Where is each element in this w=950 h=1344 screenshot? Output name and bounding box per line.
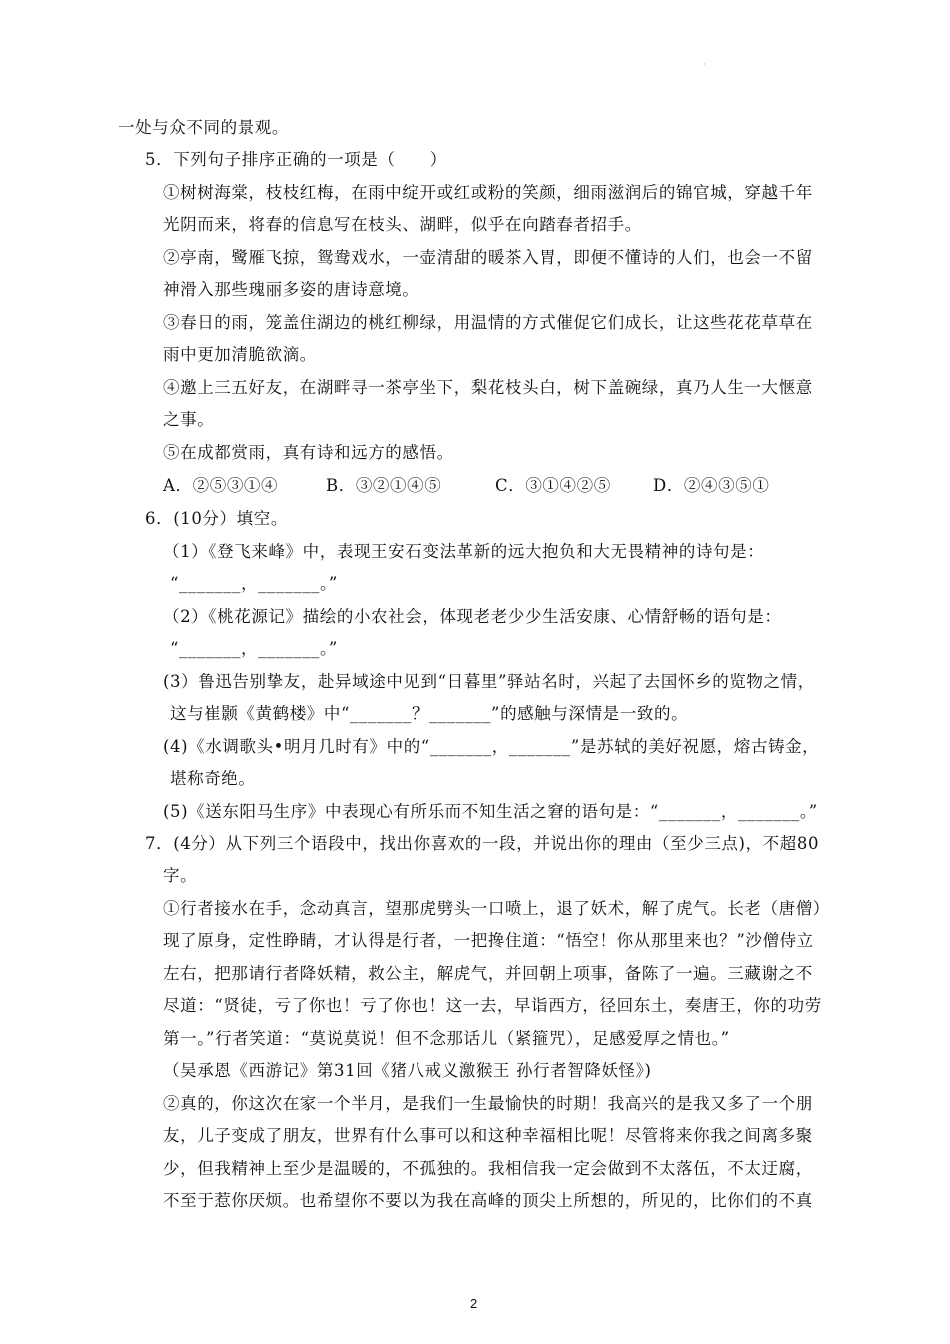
q6-part4-tail: 堪称奇绝。 (170, 769, 256, 788)
q5-option-a[interactable]: A．②⑤③①④ (163, 476, 279, 495)
q7-passage1-line: ①行者接水在手，念动真言，望那虎劈头一口喷上，退了妖术，解了虎气。长老（唐僧） (163, 899, 830, 918)
q5-option-d[interactable]: D．②④③⑤① (653, 476, 770, 495)
q5-sentence-1b: 光阴而来，将春的信息写在枝头、湖畔，似乎在向踏春者招手。 (163, 215, 642, 234)
q5-sentence-1a: ①树树海棠，枝枝红梅，在雨中绽开或红或粉的笑颜，细雨滋润后的锦官城，穿越千年 (163, 183, 813, 202)
page-number: 2 (470, 1296, 478, 1311)
q5-option-b[interactable]: B．③②①④⑤ (326, 476, 442, 495)
q7-passage2-line: 少，但我精神上至少是温暖的，不孤独的。我相信我一定会做到不太落伍，不太迂腐， (163, 1159, 813, 1178)
q5-sentence-3b: 雨中更加清脆欲滴。 (163, 345, 317, 364)
q7-passage1-source: （吴承恩《西游记》第31回《猪八戒义激猴王 孙行者智降妖怪》) (163, 1061, 652, 1080)
q5-sentence-4b: 之事。 (163, 410, 215, 429)
q7-passage1-line: 左右，把那请行者降妖精，救公主，解虎气，并回朝上项事，备陈了一遍。三藏谢之不 (163, 964, 813, 983)
q7-passage1-line: 现了原身，定性睁睛，才认得是行者，一把搀住道：“悟空！你从那里来也？”沙僧侍立 (163, 931, 814, 950)
q6-part1-prompt: （1）《登飞来峰》中，表现王安石变法革新的远大抱负和大无畏精神的诗句是： (163, 542, 765, 561)
q6-part2-prompt: （2）《桃花源记》描绘的小农社会，体现老老少少生活安康、心情舒畅的语句是： (163, 607, 782, 626)
q5-sentence-3a: ③春日的雨，笼盖住湖边的桃红柳绿，用温情的方式催促它们成长，让这些花花草草在 (163, 313, 813, 332)
q6-part3-prompt: (3）鲁迅告别挚友，赴异域途中见到“日暮里”驿站名时，兴起了去国怀乡的览物之情， (163, 672, 815, 691)
q5-sentence-4a: ④邀上三五好友，在湖畔寻一茶亭坐下，梨花枝头白，树下盖碗绿，真乃人生一大惬意 (163, 378, 813, 397)
q6-part4-prompt[interactable]: (4)《水调歌头•明月几时有》中的“_______，_______”是苏轼的美好祝愿，熔古铸金， (163, 737, 820, 756)
q5-sentence-2a: ②亭南，鹭雁飞掠，鸳鸯戏水，一壶清甜的暖茶入胃，即便不懂诗的人们，也会一不留 (163, 248, 813, 267)
q5-sentence-2b: 神滑入那些瑰丽多姿的唐诗意境。 (163, 280, 420, 299)
q7-passage2-line: ②真的，你这次在家一个半月，是我们一生最愉快的时期！我高兴的是我又多了一个朋 (163, 1094, 813, 1113)
q4-tail-text: 一处与众不同的景观。 (118, 118, 289, 137)
q5-sentence-5: ⑤在成都赏雨，真有诗和远方的感悟。 (163, 443, 454, 462)
q5-stem: 5．下列句子排序正确的一项是（ ） (145, 150, 447, 169)
header-mark: · (703, 60, 706, 69)
q7-stem: 7．(4分）从下列三个语段中，找出你喜欢的一段，并说出你的理由（至少三点)，不超80 (145, 834, 820, 853)
q6-stem: 6．(10分）填空。 (145, 509, 288, 528)
q6-part3-blanks[interactable]: 这与崔颢《黄鹤楼》中“_______？_______”的感触与深情是一致的。 (170, 704, 689, 723)
q5-option-c[interactable]: C．③①④②⑤ (495, 476, 611, 495)
q6-part2-blanks[interactable]: “_______，_______。” (170, 639, 338, 658)
q7-passage1-line: 第一。”行者笑道：“莫说莫说！但不念那话儿（紧箍咒），足感爱厚之情也。” (163, 1029, 730, 1048)
q7-passage2-line: 不至于惹你厌烦。也希望你不要以为我在高峰的顶尖上所想的，所见的，比你们的不真 (163, 1191, 813, 1210)
q6-part5-prompt[interactable]: (5)《送东阳马生序》中表现心有所乐而不知生活之窘的语句是：“_______，_______。” (163, 802, 818, 821)
q7-passage1-line: 尽道：“贤徒，亏了你也！亏了你也！这一去，早诣西方，径回东土，奏唐王，你的功劳 (163, 996, 822, 1015)
q7-stem-tail: 字。 (163, 866, 198, 885)
q7-passage2-line: 友，儿子变成了朋友，世界有什么事可以和这种幸福相比呢！尽管将来你我之间离多聚 (163, 1126, 813, 1145)
q6-part1-blanks[interactable]: “_______，_______。” (170, 574, 338, 593)
